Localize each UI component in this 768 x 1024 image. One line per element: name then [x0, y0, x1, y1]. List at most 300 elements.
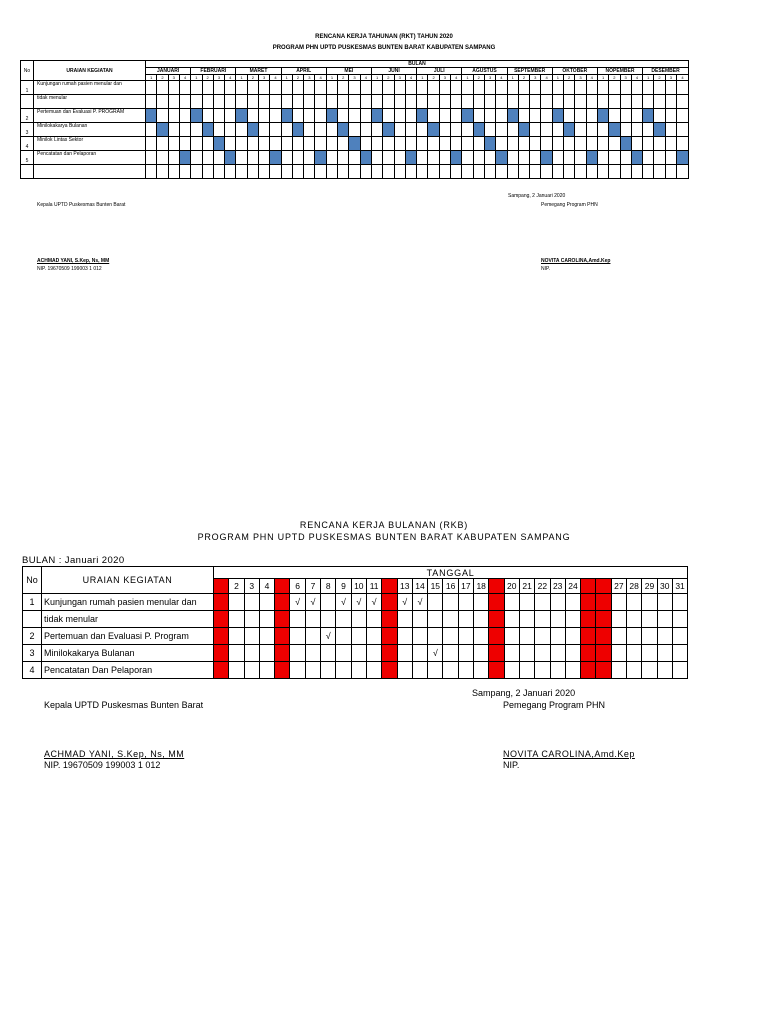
- rkb-holiday-day-header: 25: [581, 579, 596, 594]
- rkb-day-cell: [428, 662, 443, 679]
- rkb-row-no: 4: [23, 662, 42, 679]
- rkt-week-cell: [609, 165, 620, 179]
- rkt-week-cell: [259, 137, 270, 151]
- rkt-week-cell: [507, 123, 518, 137]
- rkb-day-cell: [321, 594, 336, 611]
- rkt-week-cell: [620, 81, 631, 95]
- rkt-week-cell: [202, 151, 213, 165]
- rkb-day-cell: [259, 662, 274, 679]
- rkt-week-cell: [620, 95, 631, 109]
- rkt-week-cell: [643, 165, 654, 179]
- rkt-week-cell: [451, 109, 462, 123]
- rkb-day-cell: [504, 594, 519, 611]
- rkt-week-cell: [247, 81, 258, 95]
- rkt-week-header: 4: [676, 75, 688, 81]
- rkt-week-cell: [394, 123, 405, 137]
- rkb-day-cell: [443, 662, 458, 679]
- rkb-day-header: 31: [672, 579, 687, 594]
- rkt-scheduled-week: [473, 123, 484, 137]
- rkb-day-header: 9: [336, 579, 351, 594]
- rkt-week-cell: [451, 165, 462, 179]
- rkt-week-cell: [360, 137, 371, 151]
- rkt-week-header: 4: [405, 75, 416, 81]
- rkb-day-cell: [259, 611, 274, 628]
- rkt-scheduled-week: [552, 109, 563, 123]
- rkb-holiday-cell: [596, 662, 611, 679]
- rkb-day-cell: [443, 594, 458, 611]
- rkt-week-cell: [564, 137, 575, 151]
- rkb-holiday-cell: [581, 662, 596, 679]
- rkt-row-no: [21, 165, 34, 179]
- rkt-week-cell: [676, 109, 688, 123]
- rkt-row-no: 4: [21, 137, 34, 151]
- rkb-day-cell: [627, 645, 642, 662]
- rkb-day-cell: [611, 645, 626, 662]
- rkt-week-cell: [394, 81, 405, 95]
- rkt-week-cell: [439, 123, 450, 137]
- rkb-day-cell: [321, 611, 336, 628]
- rkt-week-cell: [473, 109, 484, 123]
- rkb-check-mark: √: [321, 628, 336, 645]
- rkt-week-cell: [564, 95, 575, 109]
- rkb-day-header: 23: [550, 579, 565, 594]
- rkb-day-cell: [565, 594, 580, 611]
- rkt-week-cell: [179, 95, 190, 109]
- rkb-day-cell: [474, 594, 489, 611]
- rkt-week-cell: [259, 123, 270, 137]
- rkb-day-header: 2: [229, 579, 244, 594]
- rkt-scheduled-week: [247, 123, 258, 137]
- rkb-row-no: 1: [23, 594, 42, 611]
- rkb-day-cell: [627, 611, 642, 628]
- rkt-week-cell: [428, 81, 439, 95]
- rkb-row-no: 2: [23, 628, 42, 645]
- rkt-scheduled-week: [620, 137, 631, 151]
- rkt-week-cell: [338, 95, 349, 109]
- rkb-day-header: 24: [565, 579, 580, 594]
- rkt-week-cell: [259, 109, 270, 123]
- rkb-holiday-day-header: 26: [596, 579, 611, 594]
- rkt-week-header: 4: [360, 75, 371, 81]
- rkt-scheduled-week: [383, 123, 394, 137]
- rkt-week-cell: [202, 95, 213, 109]
- rkt-week-header: 1: [281, 75, 292, 81]
- rkt-week-cell: [473, 151, 484, 165]
- rkt-week-cell: [304, 123, 315, 137]
- rkt-week-cell: [484, 95, 495, 109]
- rkt-week-cell: [428, 137, 439, 151]
- rkb-holiday-cell: [214, 628, 229, 645]
- rkt-week-cell: [304, 165, 315, 179]
- rkb-holiday-day-header: 1: [214, 579, 229, 594]
- rkb-check-mark: √: [397, 594, 412, 611]
- rkt-week-cell: [383, 151, 394, 165]
- rkb-day-header: 30: [657, 579, 672, 594]
- rkb-holiday-day-header: 19: [489, 579, 504, 594]
- rkb-day-cell: [412, 662, 427, 679]
- rkt-week-cell: [575, 137, 586, 151]
- rkt-week-cell: [564, 165, 575, 179]
- rkt-week-cell: [496, 123, 507, 137]
- rkt-week-cell: [417, 95, 428, 109]
- rkb-day-cell: [351, 662, 366, 679]
- rkt-scheduled-week: [371, 109, 382, 123]
- rkt-week-cell: [247, 95, 258, 109]
- rkt-week-cell: [371, 165, 382, 179]
- rkb-day-cell: [672, 594, 687, 611]
- rkb-sign-left-role: Kepala UPTD Puskesmas Bunten Barat: [44, 700, 204, 710]
- rkt-week-cell: [371, 123, 382, 137]
- rkt-week-cell: [236, 165, 247, 179]
- rkb-day-cell: [611, 594, 626, 611]
- rkt-week-header: 1: [326, 75, 337, 81]
- rkb-day-cell: [336, 645, 351, 662]
- rkb-holiday-cell: [581, 594, 596, 611]
- rkb-holiday-cell: [382, 662, 397, 679]
- rkt-week-cell: [631, 165, 642, 179]
- rkb-day-cell: [504, 611, 519, 628]
- rkb-day-cell: [428, 628, 443, 645]
- rkb-holiday-cell: [596, 628, 611, 645]
- rkt-week-header: 3: [349, 75, 360, 81]
- rkt-week-cell: [304, 151, 315, 165]
- rkb-holiday-day-header: 12: [382, 579, 397, 594]
- rkt-week-cell: [202, 165, 213, 179]
- rkb-day-cell: [412, 628, 427, 645]
- rkt-week-cell: [597, 165, 608, 179]
- rkt-week-cell: [507, 137, 518, 151]
- rkt-week-cell: [168, 109, 179, 123]
- rkt-week-cell: [586, 137, 597, 151]
- rkt-week-cell: [405, 165, 416, 179]
- rkt-week-cell: [439, 95, 450, 109]
- rkt-week-cell: [643, 123, 654, 137]
- rkt-week-header: 2: [428, 75, 439, 81]
- rkt-scheduled-week: [179, 151, 190, 165]
- rkt-scheduled-week: [225, 151, 236, 165]
- rkt-week-cell: [631, 123, 642, 137]
- rkt-week-cell: [383, 81, 394, 95]
- rkt-month-header: NOPEMBER: [597, 68, 642, 75]
- rkt-week-cell: [484, 81, 495, 95]
- rkt-week-cell: [530, 123, 541, 137]
- rkb-day-cell: [244, 662, 259, 679]
- rkt-week-cell: [552, 123, 563, 137]
- rkt-week-cell: [586, 165, 597, 179]
- rkt-week-cell: [575, 151, 586, 165]
- rkb-day-cell: [351, 645, 366, 662]
- rkt-week-cell: [496, 109, 507, 123]
- rkt-week-cell: [518, 137, 529, 151]
- rkt-week-cell: [236, 95, 247, 109]
- rkt-row-activity: tidak menular: [34, 95, 146, 109]
- rkt-table: [20, 60, 689, 179]
- rkt-week-cell: [338, 165, 349, 179]
- rkb-day-cell: [259, 594, 274, 611]
- rkt-week-cell: [191, 151, 202, 165]
- rkt-week-cell: [530, 165, 541, 179]
- rkt-week-cell: [225, 165, 236, 179]
- rkb-row-activity: Pertemuan dan Evaluasi P. Program: [42, 628, 214, 645]
- rkt-week-cell: [530, 151, 541, 165]
- rkb-day-cell: [550, 645, 565, 662]
- rkb-day-cell: [672, 611, 687, 628]
- rkt-week-cell: [462, 137, 473, 151]
- rkt-week-cell: [462, 165, 473, 179]
- rkt-week-cell: [168, 137, 179, 151]
- rkb-day-header: 4: [259, 579, 274, 594]
- rkt-row-no: [21, 95, 34, 109]
- rkb-day-header: 3: [244, 579, 259, 594]
- rkt-week-cell: [270, 81, 281, 95]
- rkb-day-cell: [321, 662, 336, 679]
- rkt-row-no: 3: [21, 123, 34, 137]
- rkt-week-cell: [654, 81, 665, 95]
- rkt-week-header: 2: [157, 75, 168, 81]
- rkt-sign-left-nip: NIP. 19670509 199003 1 012: [37, 266, 102, 272]
- rkt-week-cell: [586, 123, 597, 137]
- rkb-day-cell: [550, 611, 565, 628]
- rkt-month-header: SEPTEMBER: [507, 68, 552, 75]
- rkt-sign-right-nip: NIP.: [541, 266, 551, 272]
- rkt-week-cell: [247, 151, 258, 165]
- rkt-week-cell: [541, 165, 552, 179]
- rkt-week-cell: [564, 151, 575, 165]
- rkb-day-cell: [535, 628, 550, 645]
- rkt-week-header: 3: [665, 75, 676, 81]
- rkb-day-cell: [535, 662, 550, 679]
- rkb-day-cell: [611, 662, 626, 679]
- rkt-week-cell: [270, 123, 281, 137]
- rkt-sign-right-role: Pemegang Program PHN: [541, 202, 598, 208]
- rkb-day-cell: [321, 645, 336, 662]
- rkt-scheduled-week: [507, 109, 518, 123]
- rkt-week-cell: [665, 137, 676, 151]
- rkt-week-cell: [315, 95, 326, 109]
- rkt-week-cell: [304, 109, 315, 123]
- rkb-header-activity: URAIAN KEGIATAN: [42, 567, 214, 594]
- rkt-week-cell: [451, 95, 462, 109]
- rkb-holiday-cell: [382, 628, 397, 645]
- rkt-week-cell: [213, 151, 224, 165]
- rkt-week-header: 3: [439, 75, 450, 81]
- rkt-week-cell: [552, 81, 563, 95]
- rkb-day-cell: [458, 594, 473, 611]
- rkt-week-cell: [270, 109, 281, 123]
- rkt-week-cell: [247, 165, 258, 179]
- rkt-week-cell: [564, 109, 575, 123]
- rkt-week-header: 2: [202, 75, 213, 81]
- rkb-day-cell: [397, 628, 412, 645]
- rkt-month-header: OKTOBER: [552, 68, 597, 75]
- rkt-week-cell: [157, 165, 168, 179]
- rkb-day-cell: [305, 611, 320, 628]
- rkt-week-cell: [315, 137, 326, 151]
- rkb-day-header: 8: [321, 579, 336, 594]
- rkt-week-cell: [530, 81, 541, 95]
- rkb-day-cell: [458, 628, 473, 645]
- rkt-scheduled-week: [631, 151, 642, 165]
- rkt-week-cell: [349, 95, 360, 109]
- rkt-week-cell: [259, 95, 270, 109]
- rkb-holiday-cell: [596, 594, 611, 611]
- rkb-holiday-cell: [275, 628, 290, 645]
- rkb-day-cell: [458, 662, 473, 679]
- rkt-week-cell: [292, 165, 303, 179]
- rkb-day-cell: [642, 611, 657, 628]
- rkt-week-cell: [304, 95, 315, 109]
- rkt-week-cell: [428, 95, 439, 109]
- rkt-week-cell: [417, 137, 428, 151]
- rkt-week-cell: [179, 137, 190, 151]
- rkb-day-header: 16: [443, 579, 458, 594]
- rkb-header-no: No: [23, 567, 42, 594]
- rkt-week-cell: [552, 95, 563, 109]
- rkt-week-cell: [338, 151, 349, 165]
- rkb-sign-left-nip: NIP. 19670509 199003 1 012: [44, 760, 161, 770]
- rkt-week-cell: [643, 151, 654, 165]
- rkt-week-cell: [473, 95, 484, 109]
- rkt-week-cell: [676, 95, 688, 109]
- rkt-header-no: No: [21, 61, 34, 81]
- rkt-week-cell: [168, 165, 179, 179]
- rkt-week-cell: [654, 95, 665, 109]
- rkb-holiday-cell: [489, 662, 504, 679]
- rkt-week-cell: [225, 95, 236, 109]
- rkt-week-header: 2: [247, 75, 258, 81]
- rkb-header-tanggal: TANGGAL: [214, 567, 688, 579]
- rkt-scheduled-week: [349, 137, 360, 151]
- rkt-week-cell: [439, 137, 450, 151]
- rkt-sign-left-name: ACHMAD YANI, S.Kep, Ns, MM: [37, 258, 110, 264]
- rkt-week-cell: [518, 109, 529, 123]
- rkb-day-cell: [519, 611, 534, 628]
- rkt-week-header: 2: [383, 75, 394, 81]
- rkt-week-cell: [146, 137, 157, 151]
- rkt-week-header: 1: [371, 75, 382, 81]
- rkt-week-cell: [383, 95, 394, 109]
- rkb-day-header: 21: [519, 579, 534, 594]
- rkt-scheduled-week: [315, 151, 326, 165]
- rkt-week-cell: [417, 123, 428, 137]
- rkb-day-cell: [565, 645, 580, 662]
- rkt-week-cell: [462, 123, 473, 137]
- rkt-week-header: 2: [473, 75, 484, 81]
- rkb-row-activity: Pencatatan Dan Pelaporan: [42, 662, 214, 679]
- rkt-week-cell: [541, 95, 552, 109]
- rkt-scheduled-week: [202, 123, 213, 137]
- rkt-week-cell: [620, 123, 631, 137]
- rkt-week-cell: [157, 95, 168, 109]
- rkt-week-cell: [394, 165, 405, 179]
- rkb-holiday-cell: [489, 594, 504, 611]
- rkt-scheduled-week: [518, 123, 529, 137]
- rkt-week-cell: [575, 95, 586, 109]
- rkt-week-header: 4: [315, 75, 326, 81]
- rkb-day-cell: [642, 645, 657, 662]
- rkt-week-cell: [191, 95, 202, 109]
- rkb-day-header: 17: [458, 579, 473, 594]
- rkt-week-cell: [541, 123, 552, 137]
- rkb-day-cell: [535, 611, 550, 628]
- rkt-week-cell: [383, 109, 394, 123]
- rkt-scheduled-week: [157, 123, 168, 137]
- rkt-week-cell: [575, 109, 586, 123]
- rkb-holiday-cell: [382, 611, 397, 628]
- rkb-day-header: 11: [366, 579, 381, 594]
- rkt-week-cell: [552, 165, 563, 179]
- rkt-scheduled-week: [462, 109, 473, 123]
- rkt-week-cell: [326, 151, 337, 165]
- rkb-day-cell: [504, 645, 519, 662]
- rkb-day-cell: [397, 662, 412, 679]
- rkb-day-cell: [366, 645, 381, 662]
- rkb-holiday-cell: [581, 645, 596, 662]
- rkt-row-activity: Pertemuan dan Evaluasi P. PROGRAM: [34, 109, 146, 123]
- rkt-week-cell: [597, 151, 608, 165]
- rkt-week-cell: [281, 123, 292, 137]
- rkt-week-header: 1: [597, 75, 608, 81]
- rkt-week-cell: [326, 137, 337, 151]
- rkb-day-cell: [336, 628, 351, 645]
- rkb-day-cell: [627, 662, 642, 679]
- rkt-week-header: 1: [507, 75, 518, 81]
- rkt-row-activity: Minilokakarya Bulanan: [34, 123, 146, 137]
- rkb-day-cell: [504, 628, 519, 645]
- rkb-day-cell: [290, 645, 305, 662]
- rkb-day-cell: [244, 594, 259, 611]
- rkb-month-label: BULAN : Januari 2020: [22, 555, 125, 566]
- rkt-week-cell: [439, 109, 450, 123]
- rkb-day-cell: [627, 594, 642, 611]
- rkb-check-mark: √: [412, 594, 427, 611]
- rkt-week-cell: [643, 81, 654, 95]
- rkt-week-cell: [168, 123, 179, 137]
- rkb-holiday-cell: [275, 594, 290, 611]
- rkt-week-cell: [518, 95, 529, 109]
- rkt-month-header: MEI: [326, 68, 371, 75]
- rkt-week-cell: [665, 165, 676, 179]
- rkt-week-cell: [146, 165, 157, 179]
- rkt-row-activity: [34, 165, 146, 179]
- rkb-day-cell: [657, 662, 672, 679]
- rkt-week-cell: [676, 137, 688, 151]
- rkb-day-cell: [519, 594, 534, 611]
- rkt-week-cell: [609, 95, 620, 109]
- rkb-day-cell: [290, 662, 305, 679]
- rkt-week-cell: [236, 137, 247, 151]
- rkb-sign-place-date: Sampang, 2 Januari 2020: [472, 688, 576, 698]
- rkt-week-cell: [168, 95, 179, 109]
- rkb-day-cell: [672, 628, 687, 645]
- rkb-subtitle: PROGRAM PHN UPTD PUSKESMAS BUNTEN BARAT KABUPATEN SAMPANG: [197, 532, 571, 542]
- rkt-scheduled-week: [541, 151, 552, 165]
- rkt-week-cell: [620, 151, 631, 165]
- rkb-holiday-cell: [596, 611, 611, 628]
- rkt-scheduled-week: [484, 137, 495, 151]
- rkt-week-cell: [473, 137, 484, 151]
- rkb-check-mark: √: [290, 594, 305, 611]
- rkb-day-cell: [229, 645, 244, 662]
- rkb-day-header: 29: [642, 579, 657, 594]
- rkb-row-activity: Kunjungan rumah pasien menular dan: [42, 594, 214, 611]
- rkt-week-cell: [484, 109, 495, 123]
- rkt-week-header: 4: [541, 75, 552, 81]
- rkt-week-cell: [405, 109, 416, 123]
- rkt-week-cell: [191, 123, 202, 137]
- rkt-week-cell: [213, 109, 224, 123]
- rkt-month-header: DESEMBER: [643, 68, 689, 75]
